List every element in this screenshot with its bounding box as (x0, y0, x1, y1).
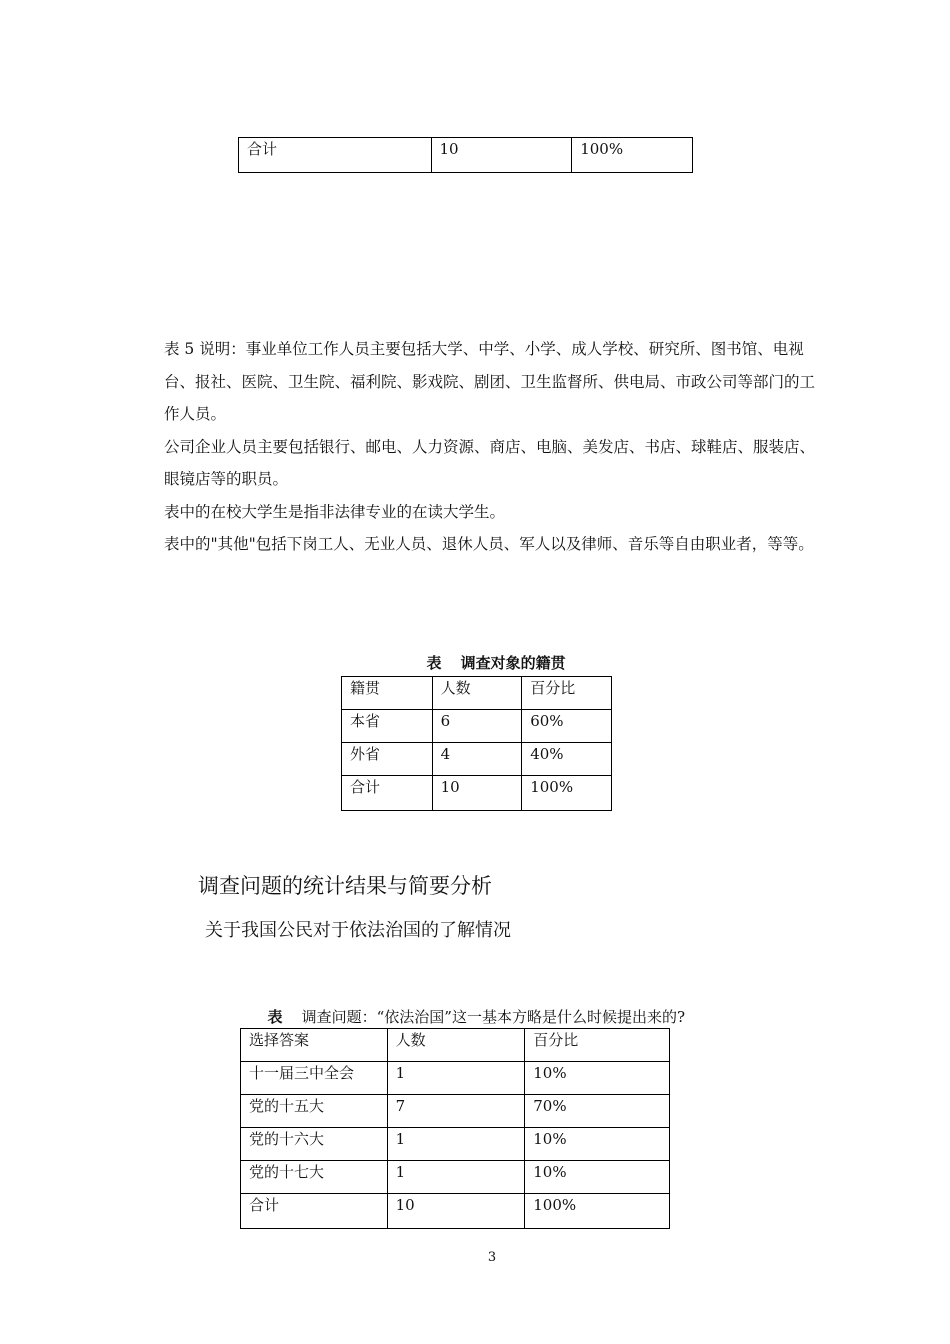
section-subheading: 关于我国公民对于依法治国的了解情况 (205, 920, 511, 941)
table-cell: 党的十七大 (241, 1161, 388, 1194)
table-cell: 党的十五大 (241, 1095, 388, 1128)
table-row (241, 1062, 670, 1095)
table-cell: 100% (522, 776, 612, 811)
table-cell: 10% (525, 1062, 670, 1095)
table-cell: 7 (387, 1095, 525, 1128)
table-cell: 合计 (342, 776, 433, 811)
caption-label: 表 (267, 1008, 283, 1026)
table-cell: 10% (525, 1161, 670, 1194)
table-header-row (342, 677, 612, 710)
table-cell: 外省 (342, 743, 433, 776)
table-row (342, 710, 612, 743)
caption-text: 调查对象的籍贯 (460, 654, 566, 672)
column-header: 百分比 (522, 677, 612, 710)
table-cell: 6 (432, 710, 522, 743)
note-paragraph: 表 5 说明：事业单位工作人员主要包括大学、中学、小学、成人学校、研究所、图书馆、电视台、报社、医院、卫生院、福利院、影戏院、剧团、卫生监督所、供电局、市政公司等部门的工作人员。 (164, 340, 816, 423)
origin-table (341, 676, 612, 811)
table-cell: 100% (572, 138, 693, 173)
table-row (239, 138, 693, 173)
note-paragraph: 表中的"其他"包括下岗工人、无业人员、退休人员、军人以及律师、音乐等自由职业者，等等。 (164, 535, 814, 553)
table-cell: 60% (522, 710, 612, 743)
question-table-caption (258, 988, 685, 1027)
table-cell: 十一届三中全会 (241, 1062, 388, 1095)
table-row (241, 1161, 670, 1194)
table-cell: 合计 (241, 1194, 388, 1229)
note-paragraph: 表中的在校大学生是指非法律专业的在读大学生。 (164, 502, 506, 521)
table-cell: 1 (387, 1062, 525, 1095)
question-table (240, 1028, 670, 1229)
section-heading: 调查问题的统计结果与简要分析 (198, 874, 492, 898)
column-header: 籍贯 (342, 677, 433, 710)
column-header: 选择答案 (241, 1029, 388, 1062)
table-row (241, 1194, 670, 1229)
page-number: 3 (487, 1250, 497, 1265)
table-cell: 1 (387, 1161, 525, 1194)
table-cell: 4 (432, 743, 522, 776)
caption-label: 表 (426, 654, 442, 672)
table-row (241, 1095, 670, 1128)
origin-table-caption (417, 634, 566, 673)
table-row (342, 776, 612, 811)
table-cell: 本省 (342, 710, 433, 743)
column-header: 人数 (387, 1029, 525, 1062)
note-paragraph: 公司企业人员主要包括银行、邮电、人力资源、商店、电脑、美发店、书店、球鞋店、服装店、眼镜店等的职员。 (164, 437, 816, 488)
caption-text: 调查问题：“依法治国”这一基本方略是什么时候提出来的? (301, 1008, 686, 1026)
column-header: 人数 (432, 677, 522, 710)
table-row (342, 743, 612, 776)
table-cell: 1 (387, 1128, 525, 1161)
table-cell: 70% (525, 1095, 670, 1128)
table-cell: 10 (432, 776, 522, 811)
table-cell: 10 (387, 1194, 525, 1229)
table-header-row (241, 1029, 670, 1062)
table-cell: 10 (431, 138, 572, 173)
top-table (238, 137, 693, 173)
column-header: 百分比 (525, 1029, 670, 1062)
table-cell: 10% (525, 1128, 670, 1161)
table-notes (164, 333, 830, 561)
table-cell: 100% (525, 1194, 670, 1229)
table-row (241, 1128, 670, 1161)
table-cell: 合计 (239, 138, 432, 173)
table-cell: 40% (522, 743, 612, 776)
table-cell: 党的十六大 (241, 1128, 388, 1161)
